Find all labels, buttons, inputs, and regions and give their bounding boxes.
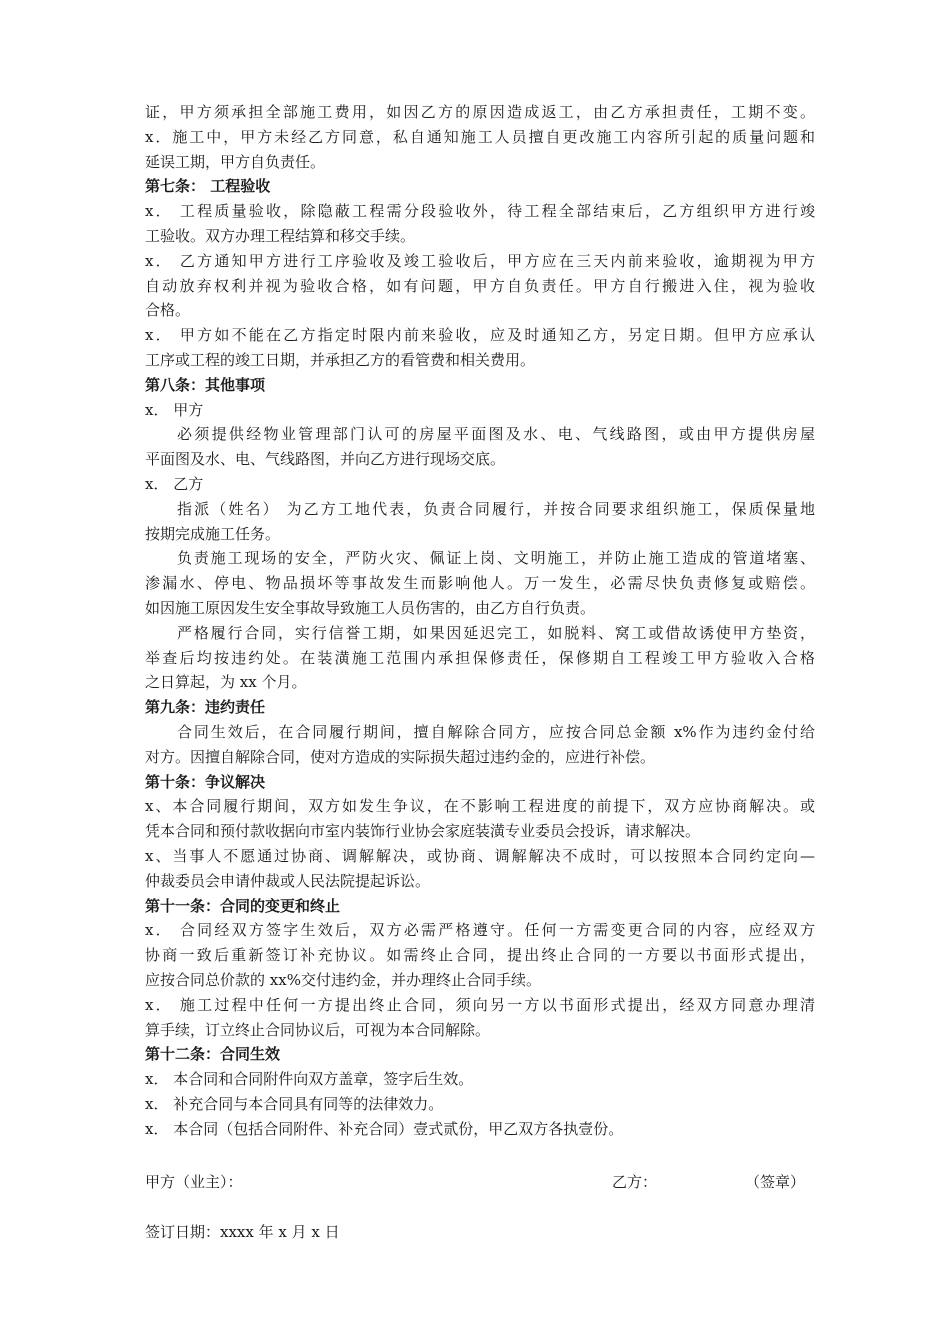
section-heading: 第七条： 工程验收 (145, 177, 271, 196)
paragraph-line: x． 甲方 (145, 400, 204, 419)
paragraph-line: 渗漏水、停电、物品损坏等事故发生而影响他人。万一发生，必需尽快负责修复或赔偿。 (145, 574, 815, 593)
paragraph-line: x． 甲方如不能在乙方指定时限内前来验收，应及时通知乙方，另定日期。但甲方应承认 (145, 326, 815, 345)
paragraph-line: 对方。因擅自解除合同，使对方造成的实际损失超过违约金的，应进行补偿。 (145, 747, 656, 766)
paragraph-line: 工验收。双方办理工程结算和移交手续。 (145, 227, 416, 245)
paragraph-line: 自动放弃权利并视为验收合格，如有问题，甲方自负责任。甲方自行搬进入住，视为验收 (145, 276, 815, 295)
paragraph-line: x． 合同经双方签字生效后，双方必需严格遵守。任何一方需变更合同的内容，应经双方 (145, 921, 815, 940)
signing-date: 签订日期：xxxx 年 x 月 x 日 (145, 1223, 340, 1241)
section-heading: 第八条：其他事项 (145, 375, 266, 394)
paragraph-line: 必须提供经物业管理部门认可的房屋平面图及水、电、气线路图，或由甲方提供房屋 (177, 425, 815, 444)
paragraph-line: 负责施工现场的安全，严防火灾、佩证上岗、文明施工，并防止施工造成的管道堵塞、 (177, 549, 815, 568)
paragraph-line: 算手续，订立终止合同协议后，可视为本合同解除。 (145, 1020, 491, 1039)
paragraph-line: 工序或工程的竣工日期，并承担乙方的看管费和相关费用。 (145, 351, 536, 369)
paragraph-line: 合同生效后，在合同履行期间，擅自解除合同方，应按合同总金额 x%作为违约金付给 (177, 723, 815, 741)
paragraph-line: 仲裁委员会申请仲裁或人民法院提起诉讼。 (145, 871, 431, 890)
section-heading: 第十一条：合同的变更和终止 (145, 896, 341, 915)
paragraph-line: 应按合同总价款的 xx%交付违约金，并办理终止合同手续。 (145, 971, 541, 989)
party-a-label: 甲方（业主）： (145, 1173, 243, 1191)
paragraph-line: x． 补充合同与本合同具有同等的法律效力。 (145, 1095, 444, 1113)
paragraph-line: x． 本合同和合同附件向双方盖章，签字后生效。 (145, 1070, 474, 1089)
paragraph-line: 严格履行合同，实行信誉工期，如果因延迟完工，如脱料、窝工或借故诱使甲方垫资， (177, 623, 815, 642)
seal-label: （签章） (745, 1173, 806, 1191)
paragraph-line: 平面图及水、电、气线路图，并向乙方进行现场交底。 (145, 450, 506, 469)
paragraph-line: x． 施工过程中任何一方提出终止合同，须向另一方以书面形式提出，经双方同意办理清 (145, 995, 815, 1014)
section-heading: 第九条：违约责任 (145, 698, 266, 717)
paragraph-line: 合格。 (145, 301, 191, 320)
paragraph-line: x． 乙方通知甲方进行工序验收及竣工验收后，甲方应在三天内前来验收，逾期视为甲方 (145, 251, 815, 270)
paragraph-line: x． 本合同（包括合同附件、补充合同）壹式贰份，甲乙双方各执壹份。 (145, 1119, 624, 1138)
paragraph-line: 指派（姓名） 为乙方工地代表，负责合同履行，并按合同要求组织施工，保质保量地 (177, 499, 815, 518)
paragraph-line: 按期完成施工任务。 (145, 524, 281, 543)
section-heading: 第十条：争议解决 (145, 772, 266, 791)
section-heading: 第十二条：合同生效 (145, 1045, 281, 1064)
paragraph-line: 协商一致后重新签订补充协议。如需终止合同，提出终止合同的一方要以书面形式提出， (145, 946, 815, 965)
paragraph-line: 凭本合同和预付款收据向市室内装饰行业协会家庭装潢专业委员会投诉，请求解决。 (145, 822, 701, 841)
paragraph-line: 举查后均按违约处。在装潢施工范围内承担保修责任，保修期自工程竣工甲方验收入合格 (145, 648, 815, 667)
party-b-label: 乙方： (612, 1173, 658, 1191)
paragraph-line: 证，甲方须承担全部施工费用，如因乙方的原因造成返工，由乙方承担责任，工期不变。 (145, 103, 815, 121)
paragraph-line: x、本合同履行期间，双方如发生争议，在不影响工程进度的前提下，双方应协商解决。或 (145, 797, 815, 816)
paragraph-line: 如因施工原因发生安全事故导致施工人员伤害的，由乙方自行负责。 (145, 599, 596, 617)
paragraph-line: 之日算起，为 xx 个月。 (145, 673, 307, 692)
paragraph-line: 延误工期，甲方自负责任。 (145, 152, 326, 171)
paragraph-line: x． 乙方 (145, 475, 204, 493)
paragraph-line: x、当事人不愿通过协商、调解解决，或协商、调解解决不成时，可以按照本合同约定向— (145, 847, 815, 865)
paragraph-line: x．施工中，甲方未经乙方同意，私自通知施工人员擅自更改施工内容所引起的质量问题和 (145, 127, 815, 146)
paragraph-line: x． 工程质量验收，除隐蔽工程需分段验收外，待工程全部结束后，乙方组织甲方进行竣 (145, 202, 815, 221)
